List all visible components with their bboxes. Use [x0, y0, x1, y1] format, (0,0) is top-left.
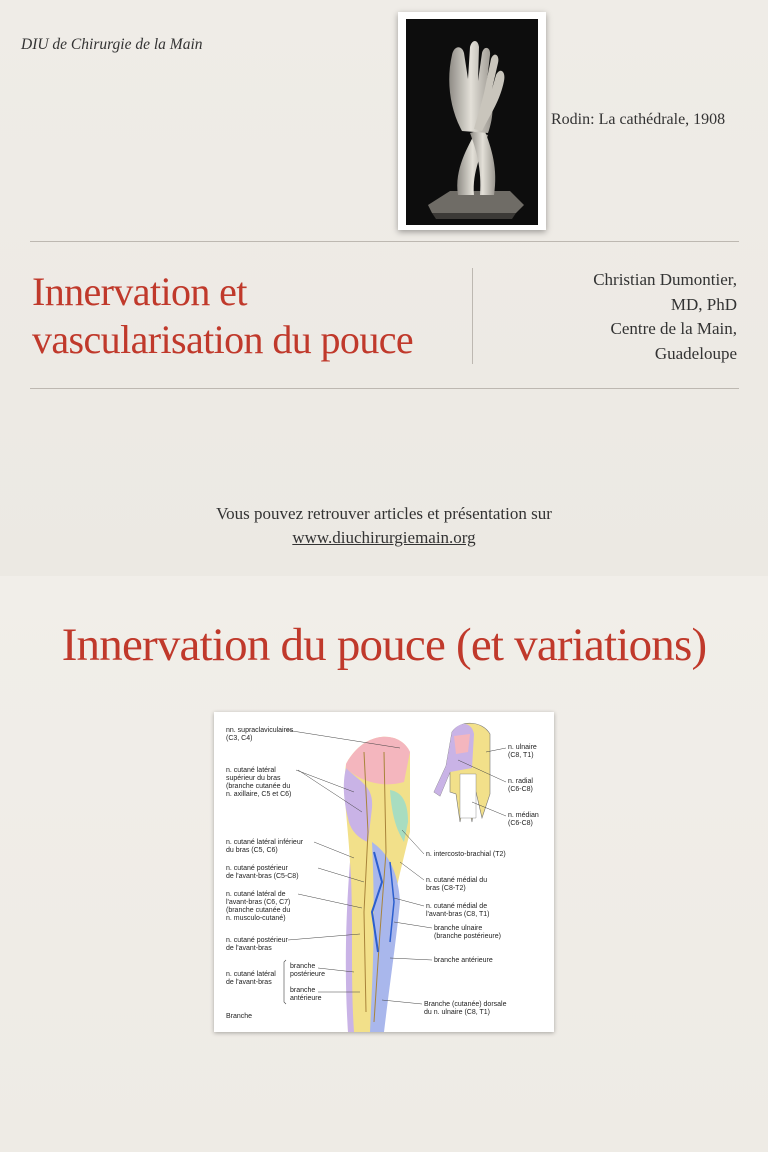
title-line-1: Innervation et [32, 269, 247, 314]
content-slide [0, 576, 768, 1152]
label-branche-ulnaire: branche ulnaire (branche postérieure) [434, 925, 501, 940]
presentation-title [32, 268, 472, 364]
website-link[interactable]: www.diuchirurgiemain.org [292, 528, 476, 547]
label-median: n. médian (C6-C8) [508, 812, 539, 827]
top-divider [30, 241, 739, 242]
author-line: MD, PhD [670, 294, 737, 314]
label-branche-anterieure: branche antérieure [290, 987, 322, 1002]
label-branche-posterieure: branche postérieure [290, 963, 326, 978]
arm-innervation-diagram [214, 712, 554, 1032]
course-label: DIU de Chirurgie de la Main [21, 36, 203, 53]
hand-illustration [434, 723, 490, 822]
vertical-divider [472, 268, 473, 364]
title-line-2: vascularisation du pouce [32, 317, 414, 362]
sculpture-photo-frame [398, 12, 546, 230]
label-ulnaire: n. ulnaire (C8, T1) [508, 744, 537, 759]
label-radial: n. radial (C6-C8) [508, 778, 533, 793]
label-branche-dorsale: Branche (cutanée) dorsale du n. ulnaire (C8, T1) [424, 1001, 507, 1016]
label-lateral-superieur: n. cutané latéral supérieur du bras (branche cutanée du n. axillaire, C5 et C6) [226, 767, 292, 798]
label-posterieur: n. cutané postérieur de l'avant-bras [226, 937, 288, 952]
author-block [593, 268, 737, 366]
author-line: Guadeloupe [654, 343, 737, 363]
note-text: Vous pouvez retrouver articles et présentation sur [216, 504, 552, 523]
website-note [0, 502, 768, 550]
sculpture-illustration [406, 19, 538, 225]
slide-title: Innervation du pouce (et variations) [61, 619, 707, 671]
label-supraclaviculaires: nn. supraclaviculaires (C3, C4) [226, 727, 294, 742]
label-medial-avant-bras: n. cutané médial de l'avant-bras (C8, T1) [426, 903, 490, 918]
label-posterieur-avant-bras: n. cutané postérieur de l'avant-bras (C5-C8) [226, 865, 299, 880]
label-branche: Branche [226, 1013, 253, 1020]
author-line: Christian Dumontier, [593, 270, 737, 289]
rodin-cathedrale-photo [406, 19, 538, 225]
image-caption: Rodin: La cathédrale, 1908 [551, 111, 726, 128]
author-line: Centre de la Main, [610, 319, 737, 338]
arm-illustration [344, 737, 410, 1032]
label-medial-bras: n. cutané médial du bras (C8-T2) [426, 877, 488, 892]
anatomy-figure [214, 712, 554, 1032]
label-lateral: n. cutané latéral de l'avant-bras [226, 971, 276, 986]
label-lateral-inferieur: n. cutané latéral inférieur du bras (C5, C6) [226, 839, 304, 854]
left-labels [226, 727, 325, 1020]
label-lateral-avant-bras: n. cutané latéral de l'avant-bras (C6, C7) (branche cutanée du n. musculo-cutané) [226, 891, 291, 922]
label-branche-anterieure-right: branche antérieure [434, 957, 493, 964]
label-intercosto-brachial: n. intercosto-brachial (T2) [426, 851, 506, 858]
bottom-divider [30, 388, 739, 389]
